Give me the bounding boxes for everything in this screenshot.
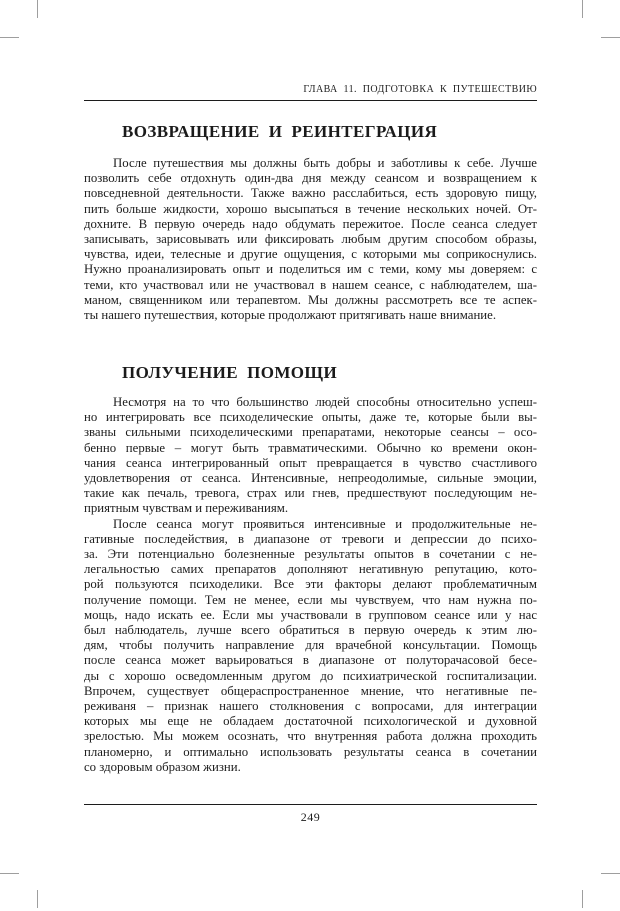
text-line: но интегрировать все психоделические опыты, даже те, которые были вы- (84, 410, 537, 425)
text-line: Впрочем, существует общераспространенное мнение, что негативные пе- (84, 683, 537, 698)
text-line: теми, кто участвовал или не участвовал в нашем сеансе, с наблюдателем, ша- (84, 277, 537, 292)
text-line: рой пользуются психоделики. Все эти факторы делают проблематичным (84, 577, 537, 592)
text-line: приятным чувствам и переживаниям. (84, 501, 289, 516)
text-line: планомерно, и оптимально использовать результаты сеанса в сочетании (84, 744, 537, 759)
crop-mark-top-right-horizontal (601, 37, 620, 38)
text-line: чания сеанса интегрированный опыт превращается в чувство счастливого (84, 455, 537, 470)
text-line: зрелостью. Мы можем осознать, что внутренняя работа должна проходить (84, 729, 537, 744)
text-line: После сеанса могут проявиться интенсивные и продолжительные не- (113, 516, 537, 531)
text-line: за. Эти потенциально болезненные результаты опытов в сочетании с не- (84, 547, 537, 562)
text-line: дохните. В первую очередь надо обдумать пережитое. После сеанса следует (84, 216, 537, 231)
text-line: был наблюдатель, лучше всего обратиться в первую очередь к этим лю- (84, 623, 537, 638)
text-line: Несмотря на то что большинство людей способны относительно успеш- (113, 395, 537, 409)
text-line: мощь, надо искать ее. Если мы участвовали в групповом сеансе или у нас (84, 607, 537, 622)
text-line: получение помощи. Тем не менее, если мы чувствуем, что нам нужна по- (84, 592, 537, 607)
text-line: пить больше жидкости, хорошо высыпаться в течение нескольких ночей. От- (84, 201, 537, 216)
text-line: дям, чтобы получить направление для врачебной консультации. Помощь (84, 638, 537, 653)
text-line: реживаня – признак нашего столкновения с вопросами, для интеграции (84, 699, 537, 714)
section-getting-help-body (84, 395, 537, 775)
text-line: бенно первые – могут быть травматическими. Обычно ко времени окон- (84, 440, 537, 455)
crop-mark-bottom-left-horizontal (0, 873, 19, 874)
text-line: которых мы еще не обладаем достаточной психологической и духовной (84, 714, 537, 729)
paragraph-getting-help-2 (84, 517, 537, 775)
text-line: Нужно проанализировать опыт и поделиться им с теми, кому мы доверяем: с (84, 262, 537, 277)
crop-mark-bottom-right-vertical (582, 890, 583, 908)
paragraph-getting-help-1 (84, 395, 537, 517)
crop-mark-top-right-vertical (582, 0, 583, 18)
section-heading-return-reintegration: ВОЗВРАЩЕНИЕ И РЕИНТЕГРАЦИЯ (122, 122, 438, 141)
header-rule (84, 100, 537, 101)
crop-mark-top-left-vertical (37, 0, 38, 18)
text-line: После путешествия мы должны быть добры и заботливы к себе. Лучше (113, 156, 537, 170)
footer-rule (84, 804, 537, 805)
text-line: чувства, идеи, телесные и другие ощущения, с которыми мы соприкоснулись. (84, 247, 537, 262)
text-line: после сеанса может варьироваться в диапазоне от полуторачасовой бесе- (84, 653, 537, 668)
text-line: ды с хорошо осведомленным другом до психиатрической госпитализации. (84, 668, 537, 683)
text-line: званы сильными психоделическими препаратами, некоторые сеансы – осо- (84, 425, 537, 440)
text-line: со здоровым образом жизни. (84, 759, 241, 774)
text-line: удовлетворения от сеанса. Интенсивные, непреодолимые, сильные эмоции, (84, 471, 537, 486)
text-line: легальностью самих препаратов дополняют негативную репутацию, кото- (84, 562, 537, 577)
paragraph-return-reintegration (84, 156, 537, 323)
running-head: ГЛАВА 11. ПОДГОТОВКА К ПУТЕШЕСТВИЮ (303, 84, 537, 95)
crop-mark-top-left-horizontal (0, 37, 19, 38)
page-number: 249 (300, 810, 321, 824)
text-line: маном, священником или терапевтом. Мы должны рассмотреть все те аспек- (84, 292, 537, 307)
text-line: такие как печаль, тревога, страх или гнев, предшествуют последующим не- (84, 486, 537, 501)
text-line: ты нашего путешествия, которые продолжают притягивать наше внимание. (84, 308, 497, 323)
text-line: позволить себе отдохнуть один-два дня между сеансом и возвращением к (84, 171, 537, 186)
text-line: гативные последействия, в диапазоне от тревоги и депрессии до психо- (84, 531, 537, 546)
page-content (84, 0, 537, 911)
crop-mark-bottom-left-vertical (37, 890, 38, 908)
section-heading-getting-help: ПОЛУЧЕНИЕ ПОМОЩИ (122, 363, 338, 382)
text-line: записывать, зарисовывать или фиксировать любым другим способом образы, (84, 232, 537, 247)
text-line: повседневной деятельности. Также важно расслабиться, есть здоровую пищу, (84, 186, 537, 201)
crop-mark-bottom-right-horizontal (601, 873, 620, 874)
